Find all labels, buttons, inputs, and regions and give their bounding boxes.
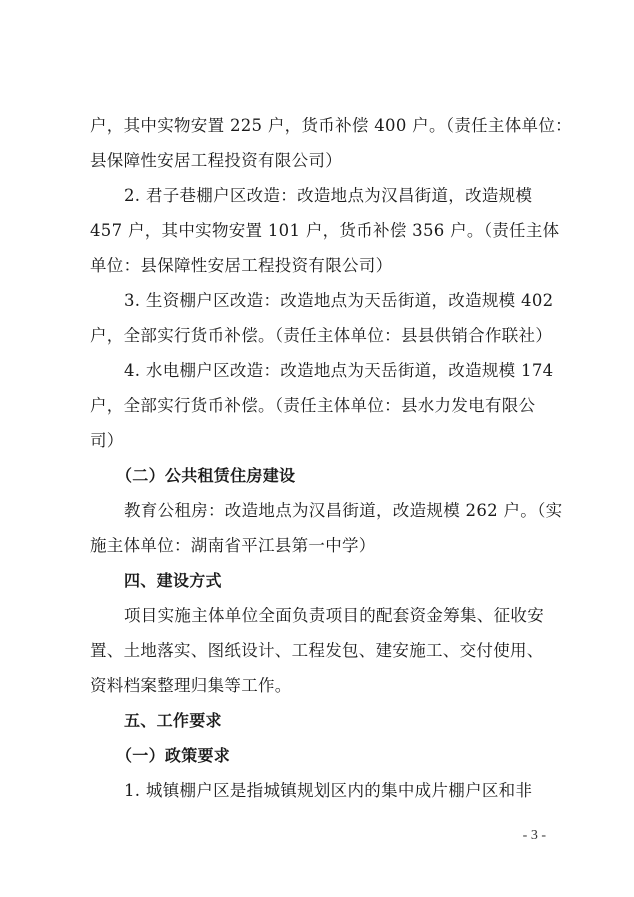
section-heading (0, 703, 634, 739)
text-line (0, 318, 634, 354)
section-heading (0, 563, 634, 599)
page-number: - 3 - (522, 828, 546, 843)
heading-text: 五、工作要求 (124, 711, 222, 730)
line-text: 户，全部实行货币补偿。（责任主体单位：县县供销合作联社） (90, 326, 553, 345)
text-line (0, 598, 634, 634)
line-text: 司） (90, 431, 124, 450)
line-text: 457 户，其中实物安置 101 户，货币补偿 356 户。（责任主体 (90, 221, 560, 240)
line-text: 教育公租房：改造地点为汉昌街道，改造规模 262 户。（实 (124, 501, 563, 520)
section-heading (0, 738, 634, 774)
line-text: 项目实施主体单位全面负责项目的配套资金筹集、征收安 (124, 606, 544, 625)
line-text: 县保障性安居工程投资有限公司） (90, 151, 342, 170)
line-text: 单位：县保障性安居工程投资有限公司） (90, 256, 393, 275)
line-text: 户，其中实物安置 225 户，货币补偿 400 户。（责任主体单位： (90, 116, 572, 135)
line-text: 置、土地落实、图纸设计、工程发包、建安施工、交付使用、 (90, 641, 544, 660)
text-line (0, 213, 634, 249)
text-line (0, 353, 634, 389)
heading-text: 四、建设方式 (124, 571, 222, 590)
text-line (0, 283, 634, 319)
line-text: 4. 水电棚户区改造：改造地点为天岳街道，改造规模 174 (124, 361, 554, 380)
line-text: 资料档案整理归集等工作。 (90, 676, 292, 695)
text-line (0, 143, 634, 179)
text-line (0, 528, 634, 564)
line-text: 2. 君子巷棚户区改造：改造地点为汉昌街道，改造规模 (124, 186, 533, 205)
text-line (0, 108, 634, 144)
text-line (0, 633, 634, 669)
line-text: 3. 生资棚户区改造：改造地点为天岳街道，改造规模 402 (124, 291, 554, 310)
text-line (0, 493, 634, 529)
text-line (0, 178, 634, 214)
text-line (0, 248, 634, 284)
section-heading (0, 458, 634, 494)
text-line (0, 668, 634, 704)
heading-text: （二）公共租赁住房建设 (116, 466, 296, 485)
text-line (0, 773, 634, 809)
text-line (0, 388, 634, 424)
line-text: 施主体单位：湖南省平江县第一中学） (90, 536, 376, 555)
line-text: 户，全部实行货币补偿。（责任主体单位：县水力发电有限公 (90, 396, 536, 415)
line-text: 1. 城镇棚户区是指城镇规划区内的集中成片棚户区和非 (124, 781, 533, 800)
heading-text: （一）政策要求 (116, 746, 231, 765)
text-line (0, 423, 634, 459)
